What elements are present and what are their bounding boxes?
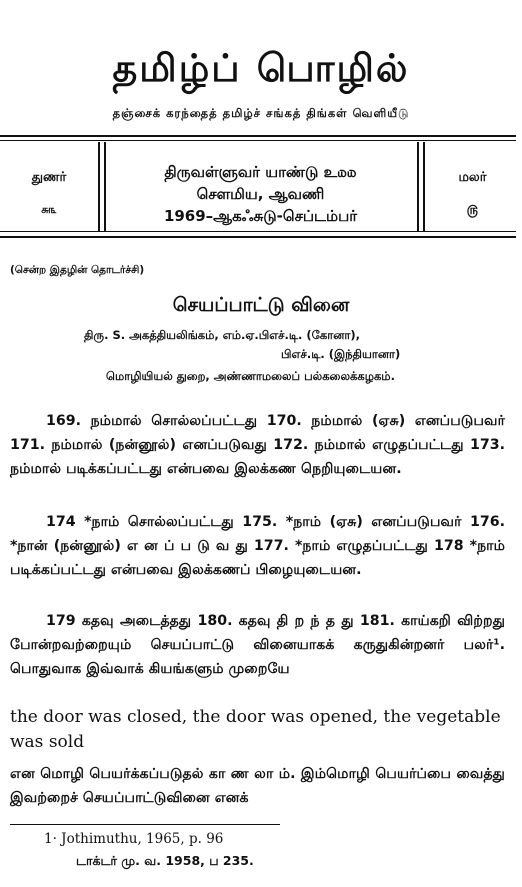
divider xyxy=(98,142,100,231)
issue-date-line: சௌமிய, ஆவணி xyxy=(196,185,325,203)
article-title: செயப்பாட்டு வினை xyxy=(172,294,350,316)
english-translation: the door was closed, the door was opened, the vegetable was sold xyxy=(10,707,501,752)
body-paragraph: 179 கதவு அடைத்தது 180. கதவு தி ற ந் த து 181. காய்கறி விற்றது போன்றவற்றையும் செயப்பாட்டு வினையாகக் கருதுகின்றனர் பலர்¹. பொதுவாக இவ்வாக் கியங்களும் முறையே xyxy=(10,613,505,677)
footnote: 1· Jothimuthu, 1965, p. 96 xyxy=(44,831,224,847)
author-affiliation: மொழியியல் துறை, அண்ணாமலைப் பல்கலைக்கழகம். xyxy=(106,369,395,383)
issue-date-line: 1969–ஆகஃசுடு-செப்டம்பர் xyxy=(163,207,358,225)
body-paragraph: 174 *நாம் சொல்லப்பட்டது 175. *நாம் (ஏசு) எனப்படுபவர் 176. *நான் (நன்னூல்) எ ன ப் ப டு வ து 177. *நாம் எழுதப்பட்டது 178 *நாம் படிக்கப்பட்டது என்பவை இலக்கணப் பிழையுடையன. xyxy=(10,514,505,578)
issue-date-line: திருவள்ளுவர் யாண்டு உ௰௰ xyxy=(164,163,357,181)
divider xyxy=(417,142,419,231)
author-line: பிஎச்.டி. (இந்தியானா) xyxy=(281,347,401,361)
author-line: திரு. S. அகத்தியலிங்கம், எம்.ஏ.பிஎச்.டி. (கோனா), xyxy=(84,328,360,342)
volume-number: சு௩ xyxy=(41,203,57,216)
volume-label: துணர் xyxy=(31,170,67,185)
issue-label: மலர் xyxy=(458,170,487,185)
journal-subtitle: தஞ்சைக் கரந்தைத் தமிழ்ச் சங்கத் திங்கள் வெளியீடு xyxy=(112,106,410,120)
divider xyxy=(0,236,516,238)
issue-number: ௫ xyxy=(466,203,479,218)
body-paragraph: என மொழி பெயர்க்கப்படுதல் கா ண லா ம். இம்மொழி பெயர்ப்பை வைத்து இவற்றைச் செயப்பாட்டுவினை எனக் xyxy=(10,766,505,806)
body-paragraph: 169. நம்மால் சொல்லப்பட்டது 170. நம்மால் (ஏசு) எனப்படுபவர் 171. நம்மால் (நன்னூல்) எனப்படுவது 172. நம்மால் எழுதப்பட்டது 173. நம்மால் படிக்கப்பட்டது என்பவை இலக்கண நெறியுடையன. xyxy=(10,413,505,477)
journal-title: தமிழ்ப் பொழில் xyxy=(112,46,410,90)
divider xyxy=(0,231,516,232)
footnote-divider xyxy=(10,824,280,825)
divider xyxy=(0,135,516,137)
footnote: டாக்டர் மு. வ. 1958, ப 235. xyxy=(76,853,254,868)
divider xyxy=(0,140,516,141)
continuation-note: (சென்ற இதழின் தொடர்ச்சி) xyxy=(10,264,145,276)
